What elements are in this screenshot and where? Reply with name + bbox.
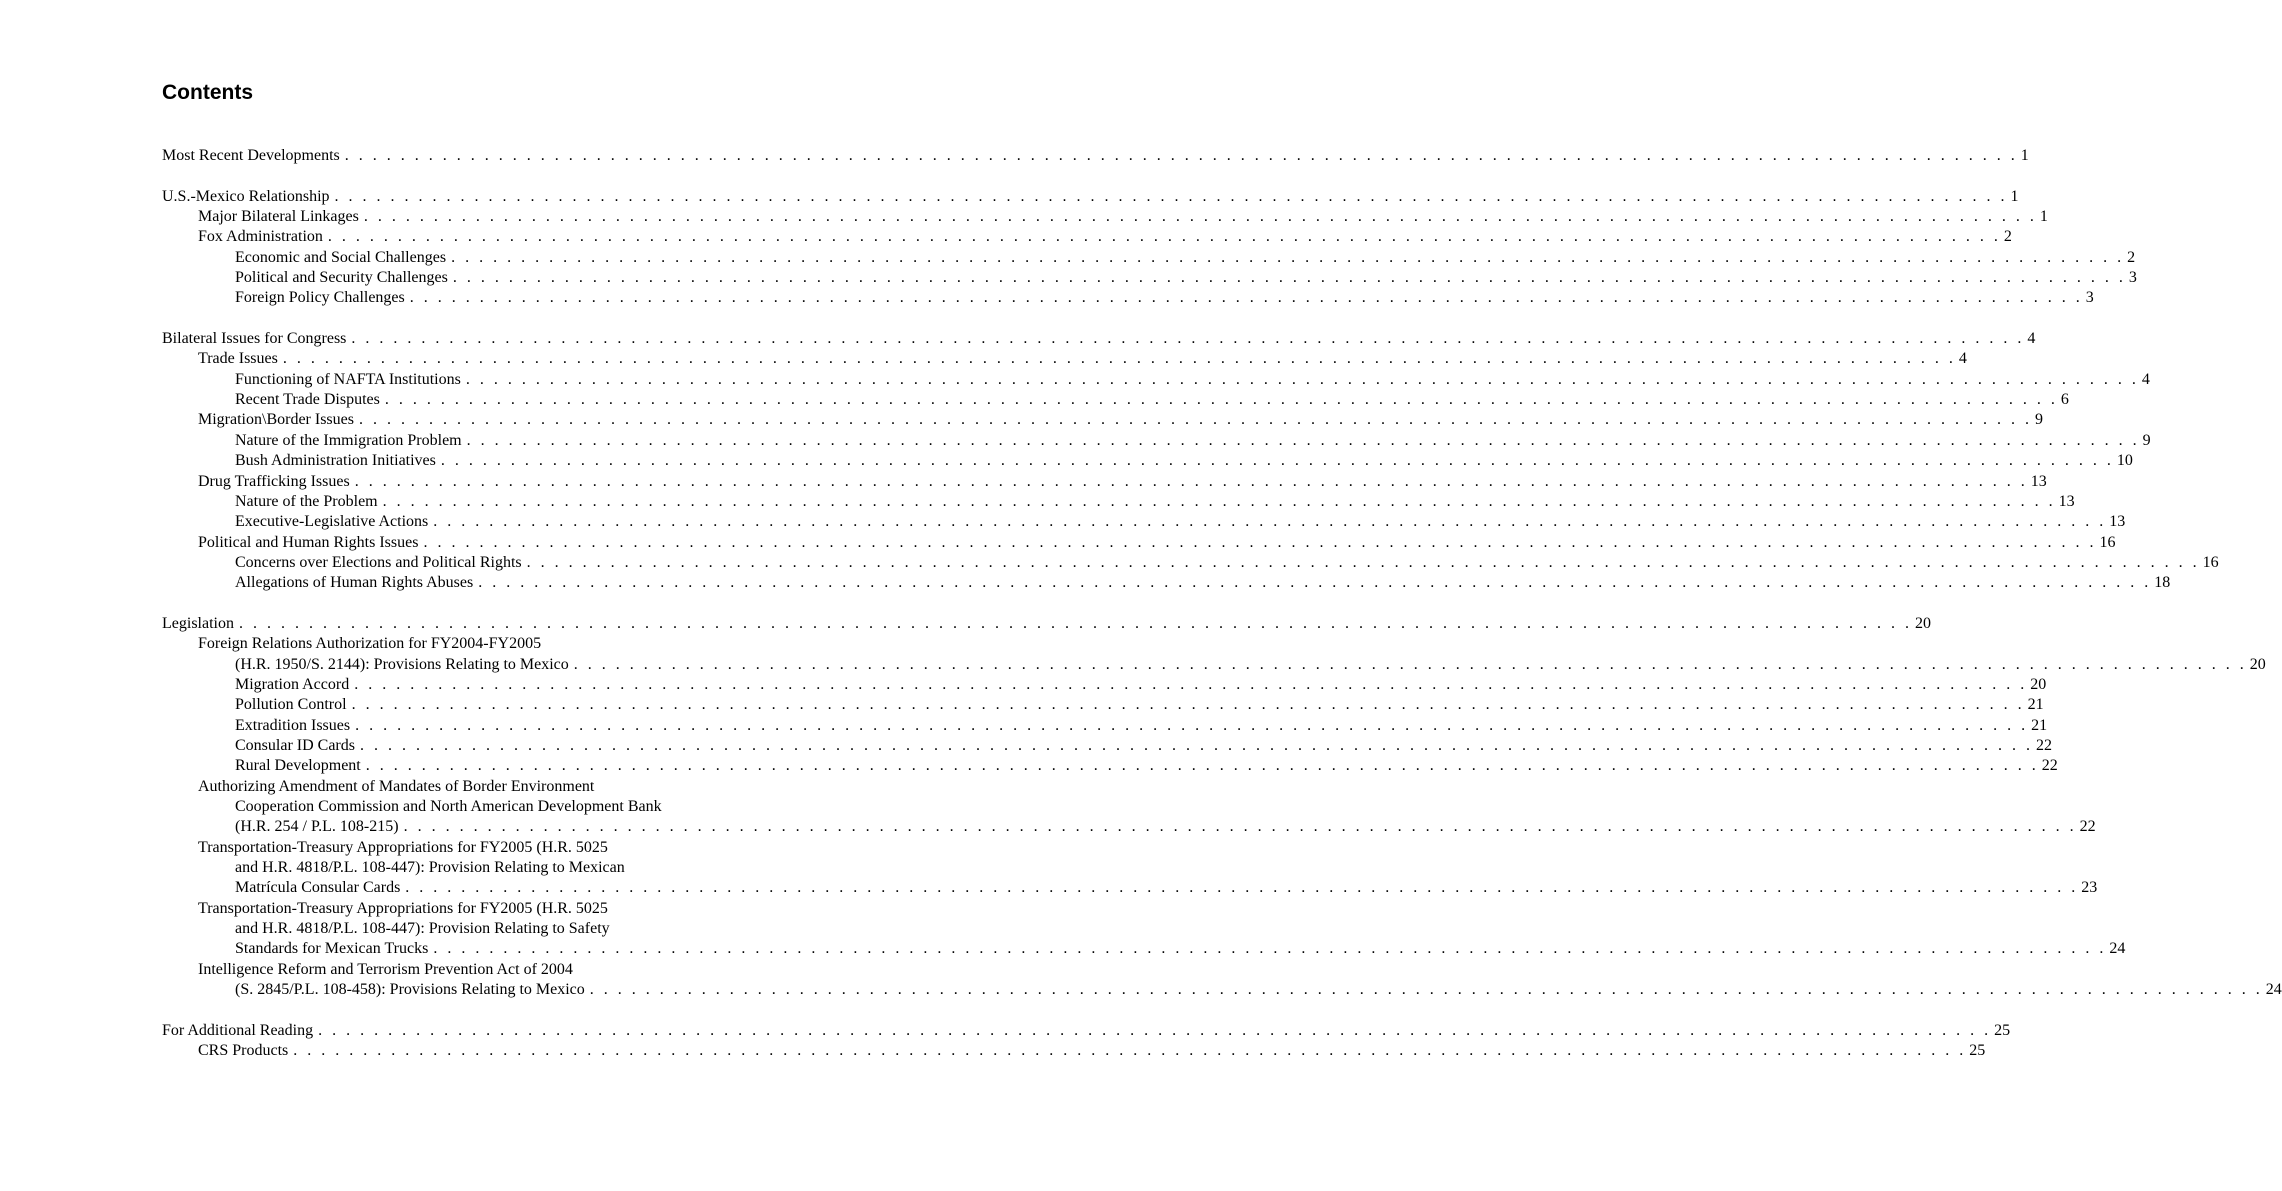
toc-entry-title: Allegations of Human Rights Abuses	[235, 574, 474, 592]
dot-leader: . . . . . . . . . . . . . . . . . . . . . . . . . . . . . . . . . . . . . . . . . . . . . . . . . . . . . . . . . . . . . . . . . . . . . . . . . . . . . . . . . . . . . . . . . . . . . . . . . . . . . . . . . . . . . . . . . . . . . . . .	[409, 289, 2083, 307]
toc-entry-title: Transportation-Treasury Appropriations for FY2005 (H.R. 5025	[198, 838, 608, 856]
toc-page-number: 21	[2031, 716, 2048, 734]
toc-entry-title: Concerns over Elections and Political Rights	[235, 553, 522, 571]
toc-page-number: 24	[2265, 981, 2282, 999]
toc-entry[interactable]	[162, 838, 758, 858]
toc-entry-title: Migration\Border Issues	[198, 411, 354, 429]
toc-entry[interactable]	[162, 187, 2019, 207]
dot-leader: . . . . . . . . . . . . . . . . . . . . . . . . . . . . . . . . . . . . . . . . . . . . . . . . . . . . . . . . . . . . . . . . . . . . . . . . . . . . . . . . . . . . . . . . . . . . . . . . . . . . . . . . . . . . . . . . . . . . . . . .	[358, 411, 2032, 429]
toc-entry[interactable]	[162, 370, 2150, 390]
toc-entry-title: (H.R. 1950/S. 2144): Provisions Relating to Mexico	[235, 655, 569, 673]
toc-entry[interactable]	[162, 756, 2058, 776]
toc-page-number: 21	[2027, 696, 2044, 714]
toc-entry[interactable]	[162, 472, 2047, 492]
table-of-contents	[162, 146, 2282, 1061]
toc-entry-title: Matrícula Consular Cards	[235, 879, 401, 897]
toc-page-number: 2	[2127, 248, 2136, 266]
toc-entry[interactable]	[162, 268, 2137, 288]
toc-entry-title: Most Recent Developments	[162, 147, 340, 164]
toc-entry-title: Authorizing Amendment of Mandates of Border Environment	[198, 777, 595, 795]
toc-entry-title: Pollution Control	[235, 696, 347, 714]
dot-leader: . . . . . . . . . . . . . . . . . . . . . . . . . . . . . . . . . . . . . . . . . . . . . . . . . . . . . . . . . . . . . . . . . . . . . . . . . . . . . . . . . . . . . . . . . . . . . . . . . . . . . . . . . . . . . . . . . . . . . . . .	[526, 553, 2200, 571]
dot-leader: . . . . . . . . . . . . . . . . . . . . . . . . . . . . . . . . . . . . . . . . . . . . . . . . . . . . . . . . . . . . . . . . . . . . . . . . . . . . . . . . . . . . . . . . . . . . . . . . . . . . . . . . . . . . . . . . . . . . . . . .	[433, 513, 2107, 531]
toc-page-number: 4	[2141, 370, 2150, 388]
toc-page-number: 22	[2035, 736, 2052, 754]
dot-leader: . . . . . . . . . . . . . . . . . . . . . . . . . . . . . . . . . . . . . . . . . . . . . . . . . . . . . . . . . . . . . . . . . . . . . . . . . . . . . . . . . . . . . . . . . . . . . . . . . . . . . . . . . . . . . . . . . . . . . . . .	[238, 614, 1912, 632]
toc-entry-title: Economic and Social Challenges	[235, 248, 447, 266]
toc-entry[interactable]	[162, 146, 2029, 166]
toc-page-number: 13	[2058, 492, 2075, 510]
toc-entry[interactable]	[162, 492, 2075, 512]
dot-leader: . . . . . . . . . . . . . . . . . . . . . . . . . . . . . . . . . . . . . . . . . . . . . . . . . . . . . . . . . . . . . . . . . . . . . . . . . . . . . . . . . . . . . . . . . . . . . . . . . . . . . . . . . . . . . . . . . . . . . . . .	[589, 981, 2263, 999]
toc-entry[interactable]	[162, 919, 758, 939]
toc-page-number: 3	[2085, 289, 2094, 307]
dot-leader: . . . . . . . . . . . . . . . . . . . . . . . . . . . . . . . . . . . . . . . . . . . . . . . . . . . . . . . . . . . . . . . . . . . . . . . . . . . . . . . . . . . . . . . . . . . . . . . . . . . . . . . . . . . . . . . . . . . . . . . .	[351, 696, 2025, 714]
toc-page-number: 18	[2154, 574, 2171, 592]
toc-page-number: 25	[1969, 1042, 1986, 1060]
toc-page-number: 1	[2020, 147, 2029, 164]
dot-leader: . . . . . . . . . . . . . . . . . . . . . . . . . . . . . . . . . . . . . . . . . . . . . . . . . . . . . . . . . . . . . . . . . . . . . . . . . . . . . . . . . . . . . . . . . . . . . . . . . . . . . . . . . . . . . . . . . . . . . . . .	[354, 675, 2028, 693]
toc-page-number: 13	[2109, 513, 2126, 531]
toc-page-number: 16	[2202, 553, 2219, 571]
toc-page-number: 20	[2030, 675, 2047, 693]
toc-page-number: 22	[2079, 818, 2096, 836]
toc-page-number: 6	[2060, 391, 2069, 409]
toc-entry[interactable]	[162, 777, 758, 797]
toc-entry-title: Legislation	[162, 614, 234, 632]
toc-entry[interactable]	[162, 675, 2047, 695]
toc-entry-title: Rural Development	[235, 757, 361, 775]
dot-leader: . . . . . . . . . . . . . . . . . . . . . . . . . . . . . . . . . . . . . . . . . . . . . . . . . . . . . . . . . . . . . . . . . . . . . . . . . . . . . . . . . . . . . . . . . . . . . . . . . . . . . . . . . . . . . . . . . . . . . . . .	[423, 533, 2097, 551]
dot-leader: . . . . . . . . . . . . . . . . . . . . . . . . . . . . . . . . . . . . . . . . . . . . . . . . . . . . . . . . . . . . . . . . . . . . . . . . . . . . . . . . . . . . . . . . . . . . . . . . . . . . . . . . . . . . . . . . . . . . . . . .	[318, 1021, 1992, 1039]
toc-entry-title: Political and Human Rights Issues	[198, 533, 419, 551]
dot-leader: . . . . . . . . . . . . . . . . . . . . . . . . . . . . . . . . . . . . . . . . . . . . . . . . . . . . . . . . . . . . . . . . . . . . . . . . . . . . . . . . . . . . . . . . . . . . . . . . . . . . . . . . . . . . . . . . . . . . . . . .	[478, 574, 2152, 592]
toc-entry[interactable]	[162, 797, 758, 817]
toc-page-number: 23	[2081, 879, 2098, 897]
toc-entry-title: Extradition Issues	[235, 716, 351, 734]
toc-entry-title: Political and Security Challenges	[235, 269, 448, 287]
toc-page-number: 25	[1994, 1021, 2011, 1039]
toc-entry-title: Bilateral Issues for Congress	[162, 330, 347, 348]
toc-entry-title: and H.R. 4818/P.L. 108-447): Provision Relating to Mexican	[235, 859, 625, 877]
toc-page-number: 9	[2034, 411, 2043, 429]
dot-leader: . . . . . . . . . . . . . . . . . . . . . . . . . . . . . . . . . . . . . . . . . . . . . . . . . . . . . . . . . . . . . . . . . . . . . . . . . . . . . . . . . . . . . . . . . . . . . . . . . . . . . . . . . . . . . . . . . . . . . . . .	[327, 228, 2001, 246]
toc-entry[interactable]	[162, 451, 2133, 471]
toc-entry-title: For Additional Reading	[162, 1021, 314, 1039]
toc-entry[interactable]	[162, 878, 2098, 898]
toc-entry[interactable]	[162, 533, 2116, 553]
toc-entry-title: Nature of the Immigration Problem	[235, 431, 462, 449]
toc-entry-title: Nature of the Problem	[235, 492, 378, 510]
toc-entry-title: Bush Administration Initiatives	[235, 452, 436, 470]
dot-leader: . . . . . . . . . . . . . . . . . . . . . . . . . . . . . . . . . . . . . . . . . . . . . . . . . . . . . . . . . . . . . . . . . . . . . . . . . . . . . . . . . . . . . . . . . . . . . . . . . . . . . . . . . . . . . . . . . . . . . . . .	[359, 736, 2033, 754]
toc-page-number: 1	[2039, 208, 2048, 226]
toc-page-number: 24	[2109, 940, 2126, 958]
toc-entry-title: (H.R. 254 / P.L. 108-215)	[235, 818, 399, 836]
dot-leader: . . . . . . . . . . . . . . . . . . . . . . . . . . . . . . . . . . . . . . . . . . . . . . . . . . . . . . . . . . . . . . . . . . . . . . . . . . . . . . . . . . . . . . . . . . . . . . . . . . . . . . . . . . . . . . . . . . . . . . . .	[382, 492, 2056, 510]
toc-entry-title: Executive-Legislative Actions	[235, 513, 429, 531]
toc-page-number: 9	[2142, 431, 2151, 449]
toc-entry[interactable]	[162, 553, 2219, 573]
toc-entry[interactable]	[162, 1021, 2011, 1041]
dot-leader: . . . . . . . . . . . . . . . . . . . . . . . . . . . . . . . . . . . . . . . . . . . . . . . . . . . . . . . . . . . . . . . . . . . . . . . . . . . . . . . . . . . . . . . . . . . . . . . . . . . . . . . . . . . . . . . . . . . . . . . .	[573, 655, 2247, 673]
toc-entry-title: Migration Accord	[235, 675, 350, 693]
dot-leader: . . . . . . . . . . . . . . . . . . . . . . . . . . . . . . . . . . . . . . . . . . . . . . . . . . . . . . . . . . . . . . . . . . . . . . . . . . . . . . . . . . . . . . . . . . . . . . . . . . . . . . . . . . . . . . . . . . . . . . . .	[354, 472, 2028, 490]
toc-entry-title: Trade Issues	[198, 350, 278, 368]
dot-leader: . . . . . . . . . . . . . . . . . . . . . . . . . . . . . . . . . . . . . . . . . . . . . . . . . . . . . . . . . . . . . . . . . . . . . . . . . . . . . . . . . . . . . . . . . . . . . . . . . . . . . . . . . . . . . . . . . . . . . . . .	[355, 716, 2029, 734]
toc-entry[interactable]	[162, 573, 2171, 593]
toc-entry[interactable]	[162, 410, 2043, 430]
toc-entry-title: Drug Trafficking Issues	[198, 472, 350, 490]
toc-entry-title: Consular ID Cards	[235, 736, 355, 754]
toc-entry-title: Major Bilateral Linkages	[198, 208, 359, 226]
toc-entry-title: Functioning of NAFTA Institutions	[235, 370, 461, 388]
dot-leader: . . . . . . . . . . . . . . . . . . . . . . . . . . . . . . . . . . . . . . . . . . . . . . . . . . . . . . . . . . . . . . . . . . . . . . . . . . . . . . . . . . . . . . . . . . . . . . . . . . . . . . . . . . . . . . . . . . . . . . . .	[403, 818, 2077, 836]
dot-leader: . . . . . . . . . . . . . . . . . . . . . . . . . . . . . . . . . . . . . . . . . . . . . . . . . . . . . . . . . . . . . . . . . . . . . . . . . . . . . . . . . . . . . . . . . . . . . . . . . . . . . . . . . . . . . . . . . . . . . . . .	[282, 350, 1956, 368]
toc-entry[interactable]	[162, 980, 2282, 1000]
dot-leader: . . . . . . . . . . . . . . . . . . . . . . . . . . . . . . . . . . . . . . . . . . . . . . . . . . . . . . . . . . . . . . . . . . . . . . . . . . . . . . . . . . . . . . . . . . . . . . . . . . . . . . . . . . . . . . . . . . . . . . . .	[384, 391, 2058, 409]
toc-entry[interactable]	[162, 736, 2052, 756]
toc-entry[interactable]	[162, 817, 2096, 837]
toc-page-number: 1	[2010, 187, 2019, 205]
dot-leader: . . . . . . . . . . . . . . . . . . . . . . . . . . . . . . . . . . . . . . . . . . . . . . . . . . . . . . . . . . . . . . . . . . . . . . . . . . . . . . . . . . . . . . . . . . . . . . . . . . . . . . . . . . . . . . . . . . . . . . . .	[465, 370, 2139, 388]
toc-page-number: 20	[1914, 614, 1931, 632]
toc-entry[interactable]	[162, 695, 2044, 715]
toc-entry[interactable]	[162, 939, 2126, 959]
toc-page-number: 10	[2116, 452, 2133, 470]
dot-leader: . . . . . . . . . . . . . . . . . . . . . . . . . . . . . . . . . . . . . . . . . . . . . . . . . . . . . . . . . . . . . . . . . . . . . . . . . . . . . . . . . . . . . . . . . . . . . . . . . . . . . . . . . . . . . . . . . . . . . . . .	[452, 269, 2126, 287]
dot-leader: . . . . . . . . . . . . . . . . . . . . . . . . . . . . . . . . . . . . . . . . . . . . . . . . . . . . . . . . . . . . . . . . . . . . . . . . . . . . . . . . . . . . . . . . . . . . . . . . . . . . . . . . . . . . . . . . . . . . . . . .	[405, 879, 2079, 897]
toc-entry[interactable]	[162, 960, 758, 980]
toc-entry[interactable]	[162, 207, 2048, 227]
dot-leader: . . . . . . . . . . . . . . . . . . . . . . . . . . . . . . . . . . . . . . . . . . . . . . . . . . . . . . . . . . . . . . . . . . . . . . . . . . . . . . . . . . . . . . . . . . . . . . . . . . . . . . . . . . . . . . . . . . . . . . . .	[466, 431, 2140, 449]
toc-page-number: 2	[2003, 228, 2012, 246]
toc-page-number: 3	[2128, 269, 2137, 287]
toc-entry[interactable]	[162, 288, 2094, 308]
toc-entry[interactable]	[162, 858, 758, 878]
toc-entry-title: Fox Administration	[198, 228, 323, 246]
toc-page-number: 22	[2041, 757, 2058, 775]
toc-entry[interactable]	[162, 512, 2126, 532]
toc-entry-title: Cooperation Commission and North American Development Bank	[235, 798, 662, 815]
dot-leader: . . . . . . . . . . . . . . . . . . . . . . . . . . . . . . . . . . . . . . . . . . . . . . . . . . . . . . . . . . . . . . . . . . . . . . . . . . . . . . . . . . . . . . . . . . . . . . . . . . . . . . . . . . . . . . . . . . . . . . . .	[440, 452, 2114, 470]
toc-entry-title: (S. 2845/P.L. 108-458): Provisions Relating to Mexico	[235, 981, 585, 999]
dot-leader: . . . . . . . . . . . . . . . . . . . . . . . . . . . . . . . . . . . . . . . . . . . . . . . . . . . . . . . . . . . . . . . . . . . . . . . . . . . . . . . . . . . . . . . . . . . . . . . . . . . . . . . . . . . . . . . . . . . . . . . .	[293, 1042, 1967, 1060]
toc-page-number: 13	[2030, 472, 2047, 490]
toc-entry[interactable]	[162, 431, 2151, 451]
toc-entry[interactable]	[162, 329, 2036, 349]
dot-leader: . . . . . . . . . . . . . . . . . . . . . . . . . . . . . . . . . . . . . . . . . . . . . . . . . . . . . . . . . . . . . . . . . . . . . . . . . . . . . . . . . . . . . . . . . . . . . . . . . . . . . . . . . . . . . . . . . . . . . . . .	[351, 330, 2025, 348]
toc-entry-title: and H.R. 4818/P.L. 108-447): Provision Relating to Safety	[235, 920, 610, 938]
toc-entry[interactable]	[162, 614, 1931, 634]
dot-leader: . . . . . . . . . . . . . . . . . . . . . . . . . . . . . . . . . . . . . . . . . . . . . . . . . . . . . . . . . . . . . . . . . . . . . . . . . . . . . . . . . . . . . . . . . . . . . . . . . . . . . . . . . . . . . . . . . . . . . . . .	[363, 208, 2037, 226]
dot-leader: . . . . . . . . . . . . . . . . . . . . . . . . . . . . . . . . . . . . . . . . . . . . . . . . . . . . . . . . . . . . . . . . . . . . . . . . . . . . . . . . . . . . . . . . . . . . . . . . . . . . . . . . . . . . . . . . . . . . . . . .	[451, 248, 2125, 266]
toc-entry[interactable]	[162, 227, 2012, 247]
dot-leader: . . . . . . . . . . . . . . . . . . . . . . . . . . . . . . . . . . . . . . . . . . . . . . . . . . . . . . . . . . . . . . . . . . . . . . . . . . . . . . . . . . . . . . . . . . . . . . . . . . . . . . . . . . . . . . . . . . . . . . . .	[334, 187, 2008, 205]
toc-entry[interactable]	[162, 1041, 1986, 1061]
dot-leader: . . . . . . . . . . . . . . . . . . . . . . . . . . . . . . . . . . . . . . . . . . . . . . . . . . . . . . . . . . . . . . . . . . . . . . . . . . . . . . . . . . . . . . . . . . . . . . . . . . . . . . . . . . . . . . . . . . . . . . . .	[344, 147, 2018, 164]
toc-page-number: 4	[1958, 350, 1967, 368]
toc-entry-title: U.S.-Mexico Relationship	[162, 187, 330, 205]
toc-entry[interactable]	[162, 716, 2048, 736]
toc-entry[interactable]	[162, 248, 2136, 268]
toc-entry[interactable]	[162, 634, 758, 654]
toc-entry-title: Recent Trade Disputes	[235, 391, 380, 409]
page-title: Contents	[162, 81, 253, 104]
dot-leader: . . . . . . . . . . . . . . . . . . . . . . . . . . . . . . . . . . . . . . . . . . . . . . . . . . . . . . . . . . . . . . . . . . . . . . . . . . . . . . . . . . . . . . . . . . . . . . . . . . . . . . . . . . . . . . . . . . . . . . . .	[433, 940, 2107, 958]
toc-entry-title: Intelligence Reform and Terrorism Prevention Act of 2004	[198, 960, 573, 978]
toc-entry[interactable]	[162, 899, 758, 919]
toc-page-number: 4	[2027, 330, 2036, 348]
toc-entry[interactable]	[162, 349, 1967, 369]
toc-page-number: 20	[2249, 655, 2266, 673]
toc-entry-title: Transportation-Treasury Appropriations for FY2005 (H.R. 5025	[198, 899, 608, 917]
toc-entry-title: CRS Products	[198, 1042, 289, 1060]
dot-leader: . . . . . . . . . . . . . . . . . . . . . . . . . . . . . . . . . . . . . . . . . . . . . . . . . . . . . . . . . . . . . . . . . . . . . . . . . . . . . . . . . . . . . . . . . . . . . . . . . . . . . . . . . . . . . . . . . . . . . . . .	[365, 757, 2039, 775]
toc-entry-title: Standards for Mexican Trucks	[235, 940, 429, 958]
toc-entry[interactable]	[162, 655, 2266, 675]
toc-entry-title: Foreign Relations Authorization for FY2004-FY2005	[198, 635, 542, 653]
toc-entry[interactable]	[162, 390, 2069, 410]
toc-entry-title: Foreign Policy Challenges	[235, 289, 405, 307]
toc-page-number: 16	[2099, 533, 2116, 551]
